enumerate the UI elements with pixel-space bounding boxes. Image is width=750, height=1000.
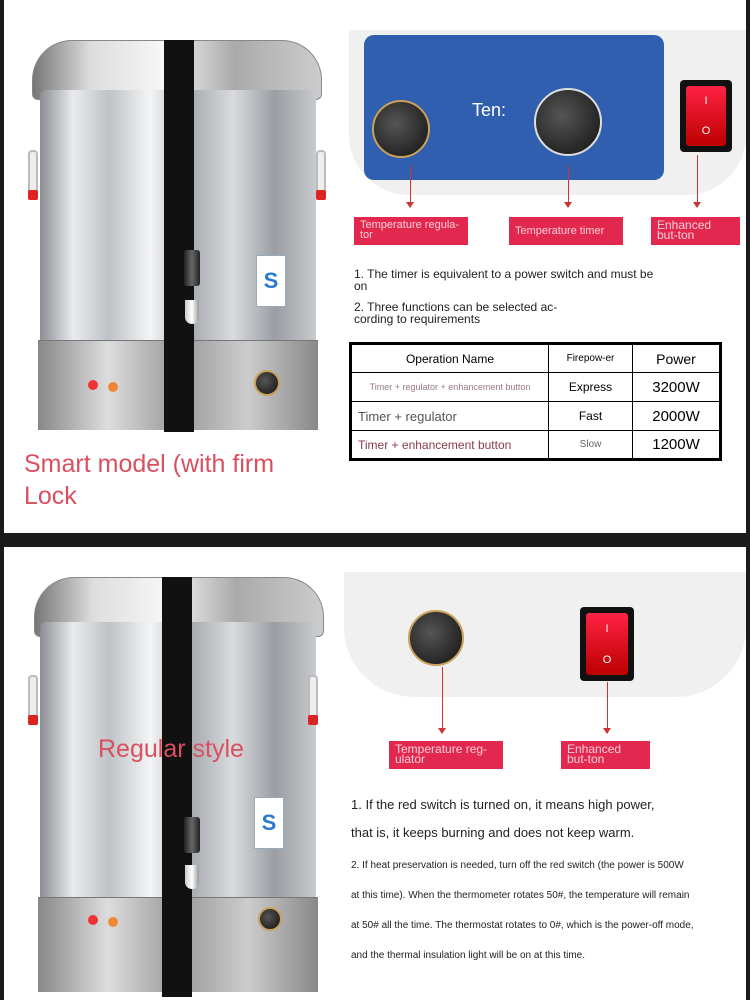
note-2-line-3: at 50# all the time. The thermostat rotates to 0#, which is the power-off mode, [351,920,694,931]
header-operation: Operation Name [351,344,549,373]
cell-operation: Timer + regulator [351,402,549,431]
enhanced-power-switch[interactable]: I O [680,80,732,152]
table-header [351,344,721,373]
table-row [351,402,721,431]
enhanced-power-switch[interactable]: I O [580,607,634,681]
note-1-line-1: 1. If the red switch is turned on, it means high power, [351,797,655,812]
header-power: Power [633,344,721,373]
power-table [349,342,722,461]
temperature-timer-knob[interactable] [534,88,602,156]
note-2-line-4: and the thermal insulation light will be on at this time. [351,950,586,961]
tag-temperature-regulator: Temperature regula-tor [354,217,468,245]
cell-operation: Timer + enhancement button [351,431,549,460]
regular-style-panel [4,547,746,1000]
smart-model-caption: Smart model (with firm Lock [24,450,275,510]
cell-power: 1200W [633,431,721,460]
note-2: 2. Three functions can be selected ac-cording to requirements [354,300,558,326]
table-row [351,431,721,460]
table-row [351,373,721,402]
temperature-regulator-knob[interactable] [408,610,464,666]
tag-enhanced-button: Enhanced but-ton [651,217,740,245]
tag-enhanced-button: Enhanced but-ton [561,741,650,769]
certification-label: S [254,797,284,849]
cell-power: 2000W [633,402,721,431]
cell-power: 3200W [633,373,721,402]
tag-temperature-regulator: Temperature reg-ulator [389,741,503,769]
control-panel-text: Ten: [472,100,507,120]
note-2-line-1: 2. If heat preservation is needed, turn off the red switch (the power is 500W [351,860,684,871]
cell-firepower: Express [549,373,633,402]
cell-operation: Timer + regulator + enhancement button [351,373,549,402]
header-firepower: Firepow-er [549,344,633,373]
tag-temperature-timer: Temperature timer [509,217,623,245]
note-1: 1. The timer is equivalent to a power switch and must be on [354,267,654,293]
certification-label: S [256,255,286,307]
cell-firepower: Fast [549,402,633,431]
note-1-line-2: that is, it keeps burning and does not keep warm. [351,825,635,840]
smart-model-panel [4,0,746,533]
temperature-regulator-knob[interactable] [372,100,430,158]
note-2-line-2: at this time). When the thermometer rotates 50#, the temperature will remain [351,890,690,901]
cell-firepower: Slow [549,431,633,460]
regular-style-caption: Regular style [98,735,244,763]
control-panel [344,572,746,697]
